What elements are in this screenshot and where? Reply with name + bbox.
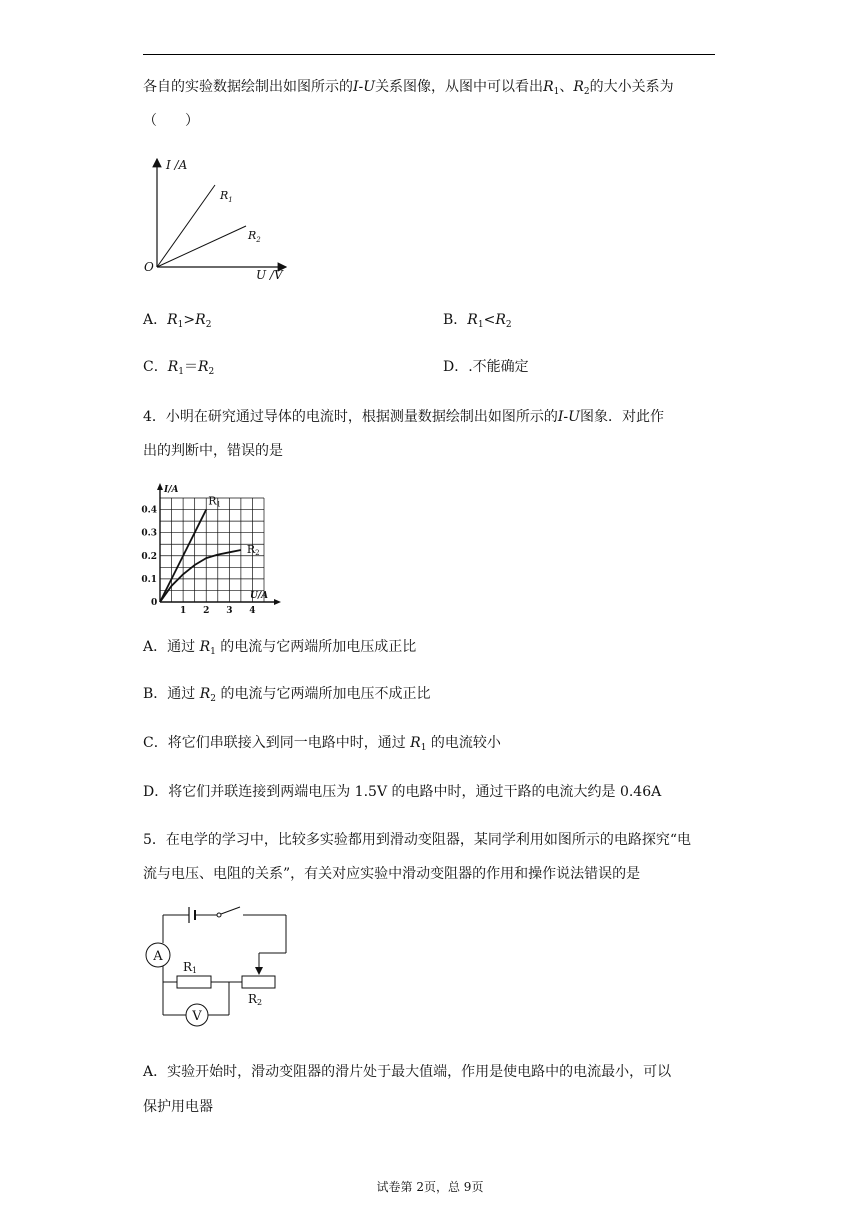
header-rule — [143, 54, 715, 55]
switch-pivot — [217, 913, 221, 917]
q4-option-d[interactable]: D．将它们并联连接到两端电压为 1.5V 的电路中时，通过干路的电流大约是 0.46A — [143, 784, 662, 800]
page-footer: 试卷第 2页，总 9页 — [376, 1180, 484, 1194]
q4-option-b[interactable]: B．通过 $R_2$ 的电流与它两端所加电压不成正比 — [143, 686, 431, 704]
q5-circuit-diagram — [143, 905, 303, 1030]
q4-x-tick-label: 2 — [203, 606, 210, 616]
q4-stem-line2: 出的判断中，错误的是 — [143, 443, 283, 459]
q4-y-axis-label: I/A — [164, 485, 179, 495]
rheostat-r2-label: R2 — [248, 992, 263, 1007]
q5-stem-line2: 流与电压、电阻的关系”，有关对应实验中滑动变阻器的作用和操作说法错误的是 — [143, 866, 641, 882]
q4-x-tick-label: 1 — [179, 606, 187, 616]
q3-line-r2 — [157, 226, 246, 267]
q3-origin-label: O — [144, 260, 154, 274]
resistor-r1 — [177, 976, 211, 988]
switch-lever — [221, 907, 240, 914]
q4-label-r2: R2 — [246, 543, 260, 557]
q3-option-a[interactable]: A．$R_1>R_2$ — [143, 312, 212, 330]
q3-option-b[interactable]: B．$R_1<R_2$ — [443, 312, 512, 330]
voltmeter-label: V — [192, 1009, 202, 1024]
q4-y-tick-label: 0.2 — [141, 551, 157, 562]
q4-x-axis-label: U/A — [250, 591, 269, 601]
q4-label-r1: R1 — [208, 494, 221, 509]
q4-y-tick-label: 0.1 — [141, 574, 157, 585]
q3-label-r1: $R_1$ — [220, 189, 233, 204]
q4-iu-chart — [140, 482, 290, 617]
q3-option-c[interactable]: C．$R_1=R_2$ — [143, 359, 215, 377]
q4-origin-label: 0 — [151, 598, 158, 608]
rheostat-r2 — [242, 976, 275, 988]
q5-option-a-line1[interactable]: A．实验开始时，滑动变阻器的滑片处于最大值端，作用是使电路中的电流最小，可以 — [143, 1064, 672, 1080]
q4-stem-line1: 4．小明在研究通过导体的电流时，根据测量数据绘制出如图所示的I-U图象．对此作 — [143, 409, 664, 425]
q4-y-tick-label: 0.4 — [141, 505, 157, 516]
q3-answer-paren: （ ） — [143, 113, 199, 129]
q3-option-d[interactable]: D．.不能确定 — [443, 359, 529, 375]
q4-x-axis-arrow — [274, 599, 281, 605]
ammeter-label: A — [153, 949, 163, 964]
q4-y-tick-label: 0.3 — [141, 528, 157, 539]
q4-y-axis-arrow — [157, 483, 163, 490]
resistor-r1-label: R1 — [183, 960, 198, 975]
q3-label-r2: $R_2$ — [248, 229, 261, 244]
q3-stem-line1: 各自的实验数据绘制出如图所示的I-U关系图像，从图中可以看出$R_1$、$R_2$的大小关系为 — [143, 79, 674, 97]
q5-option-a-line2[interactable]: 保护用电器 — [143, 1099, 213, 1115]
q3-x-axis-label: U /V — [256, 268, 283, 282]
q5-stem-line1: 5．在电学的学习中，比较多实验都用到滑动变阻器，某同学利用如图所示的电路探究“电 — [143, 832, 692, 848]
q3-line-r1 — [157, 185, 215, 267]
q3-iu-figure — [140, 155, 300, 285]
q3-y-axis-label: I /A — [166, 158, 188, 172]
q4-option-c[interactable]: C．将它们串联接入到同一电路中时，通过 $R_1$ 的电流较小 — [143, 735, 501, 753]
q4-x-tick-label: 4 — [249, 606, 256, 616]
q4-option-a[interactable]: A．通过 $R_1$ 的电流与它两端所加电压成正比 — [143, 639, 417, 657]
q4-x-tick-label: 3 — [226, 606, 233, 616]
